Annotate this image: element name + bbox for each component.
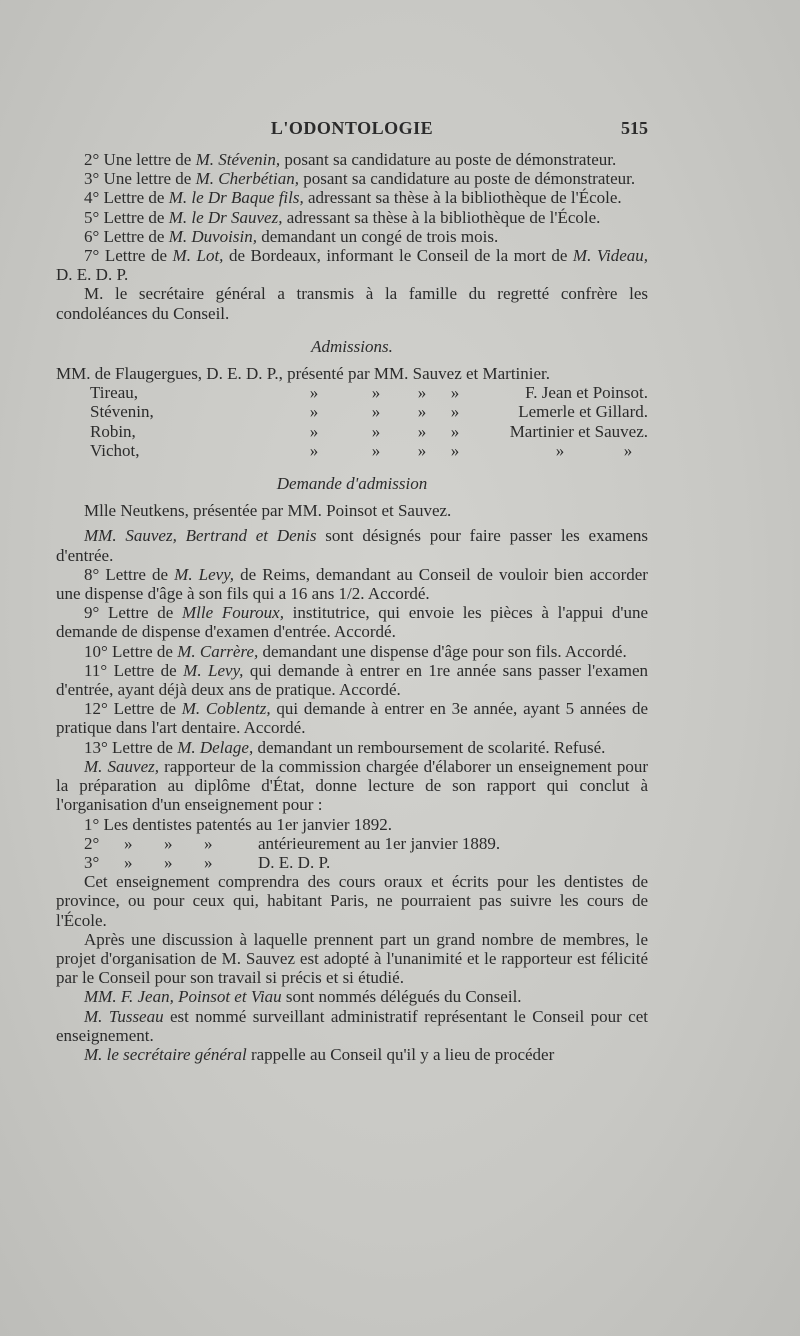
item-9: 9° Lettre de Mlle Fouroux, institutrice, qui envoie les pièces à l'appui d'une demande de dispense d'examen d'entrée. Accordé. — [56, 603, 648, 642]
examiners-paragraph: MM. Sauvez, Bertrand et Denis sont désignés pour faire passer les examens d'entrée. — [56, 526, 648, 565]
condolences-paragraph: M. le secrétaire général a transmis à la famille du regretté confrère les condoléances du Conseil. — [56, 284, 648, 323]
admission-sponsors: Martinier et Sauvez. — [509, 421, 648, 441]
item-7: 7° Lettre de M. Lot, de Bordeaux, informant le Conseil de la mort de M. Videau, D. E. D. P. — [56, 246, 649, 285]
rapport-paragraph: M. Sauvez, rapporteur de la commission chargée d'élaborer un enseignement pour la préparation au diplôme d'État, donne lecture de son rapport qui conclut à l'organisation d'un enseignement pour : — [56, 756, 648, 815]
admission-row — [56, 441, 648, 460]
discussion-paragraph: Après une discussion à laquelle prennent part un grand nombre de membres, le projet d'organisation de M. Sauvez est adopté à l'unanimité et le rapporteur est félicité par le Conseil pour son travail si précis et si étudié. — [56, 929, 648, 988]
item-5: 5° Lettre de M. le Dr Sauvez, adressant sa thèse à la bibliothèque de l'École. — [84, 207, 601, 227]
admission-row — [56, 364, 648, 383]
admissions-title: Admissions. — [311, 336, 393, 356]
admission-row — [56, 402, 648, 421]
admission-name: Robin, — [90, 421, 136, 441]
admission-sponsors: F. Jean et Poinsot. — [525, 383, 648, 403]
ditto-mark: » — [417, 421, 427, 441]
admission-row — [56, 383, 648, 402]
admission-row — [56, 422, 648, 441]
ditto-mark: » — [417, 402, 427, 422]
ditto-mark: » — [371, 421, 381, 441]
ditto-mark: » — [371, 383, 381, 403]
admission-row-text: MM. de Flaugergues, D. E. D. P., présenté par MM. Sauvez et Martinier. — [56, 364, 551, 384]
delegues-paragraph: MM. F. Jean, Poinsot et Viau sont nommés délégués du Conseil. — [84, 987, 522, 1007]
item-6: 6° Lettre de M. Duvoisin, demandant un congé de trois mois. — [84, 226, 499, 246]
admission-name: Tireau, — [90, 383, 139, 403]
item-3: 3° Une lettre de M. Cherbétian, posant sa candidature au poste de démonstrateur. — [84, 169, 636, 189]
page-body — [56, 150, 648, 1064]
admission-sponsors — [470, 441, 648, 460]
running-title: L'ODONTOLOGIE — [270, 118, 434, 138]
item-8: 8° Lettre de M. Levy, de Reims, demandant au Conseil de vouloir bien accorder une dispense d'âge à son fils qui a 16 ans 1/2. Accordé. — [56, 564, 648, 604]
item-12: 12° Lettre de M. Coblentz, qui demande à entrer en 3e année, ayant 5 années de pratique dans l'art dentaire. Accordé. — [56, 699, 648, 738]
ditto-mark: » — [309, 383, 319, 403]
ditto-mark: » — [623, 440, 633, 460]
ditto-mark: » — [450, 440, 460, 460]
ditto-mark: » — [371, 440, 381, 460]
page-number: 515 — [621, 118, 648, 138]
item-2: 2° Une lettre de M. Stévenin, posant sa candidature au poste de démonstrateur. — [84, 150, 617, 169]
item-4: 4° Lettre de M. le Dr Baque fils, adressant sa thèse à la bibliothèque de l'École. — [84, 188, 622, 208]
item-10: 10° Lettre de M. Carrère, demandant une dispense d'âge pour son fils. Accordé. — [84, 641, 627, 661]
surveillant-paragraph: M. Tusseau est nommé surveillant administratif représentant le Conseil pour cet enseignement. — [56, 1006, 648, 1045]
final-paragraph: M. le secrétaire général rappelle au Conseil qu'il y a lieu de procéder — [84, 1044, 555, 1064]
admission-sponsors: Lemerle et Gillard. — [518, 402, 648, 422]
admission-name: Stévenin, — [90, 402, 154, 422]
ditto-mark: » — [309, 421, 319, 441]
item-13: 13° Lettre de M. Delage, demandant un remboursement de scolarité. Refusé. — [84, 737, 606, 757]
ditto-mark: » — [450, 402, 460, 422]
ditto-mark: » — [417, 440, 427, 460]
demande-title: Demande d'admission — [276, 474, 428, 494]
page-header — [56, 118, 648, 140]
list-item: 1° Les dentistes patentés au 1er janvier 1892. — [84, 814, 392, 834]
ditto-mark: » — [450, 421, 460, 441]
list-item: 3° » » » D. E. D. P. — [84, 852, 331, 872]
ditto-mark: » — [417, 383, 427, 403]
admissions-table — [56, 364, 648, 460]
ditto-mark: » — [309, 402, 319, 422]
ditto-mark: » — [371, 402, 381, 422]
ditto-mark: » — [555, 440, 565, 460]
enseignement-list — [56, 815, 648, 873]
admission-name: Vichot, — [90, 440, 140, 460]
demande-text: Mlle Neutkens, présentée par MM. Poinsot et Sauvez. — [84, 501, 452, 521]
ditto-mark: » — [450, 383, 460, 403]
item-11: 11° Lettre de M. Levy, qui demande à entrer en 1re année sans passer l'examen d'entrée, ayant déjà deux ans de pratique. Accordé. — [56, 660, 648, 700]
cours-paragraph: Cet enseignement comprendra des cours oraux et écrits pour les dentistes de province, ou pour ceux qui, habitant Paris, ne pourraient pas suivre les cours de l'École. — [56, 872, 648, 930]
ditto-mark: » — [309, 440, 319, 460]
list-item: 2° » » » antérieurement au 1er janvier 1889. — [84, 833, 501, 853]
